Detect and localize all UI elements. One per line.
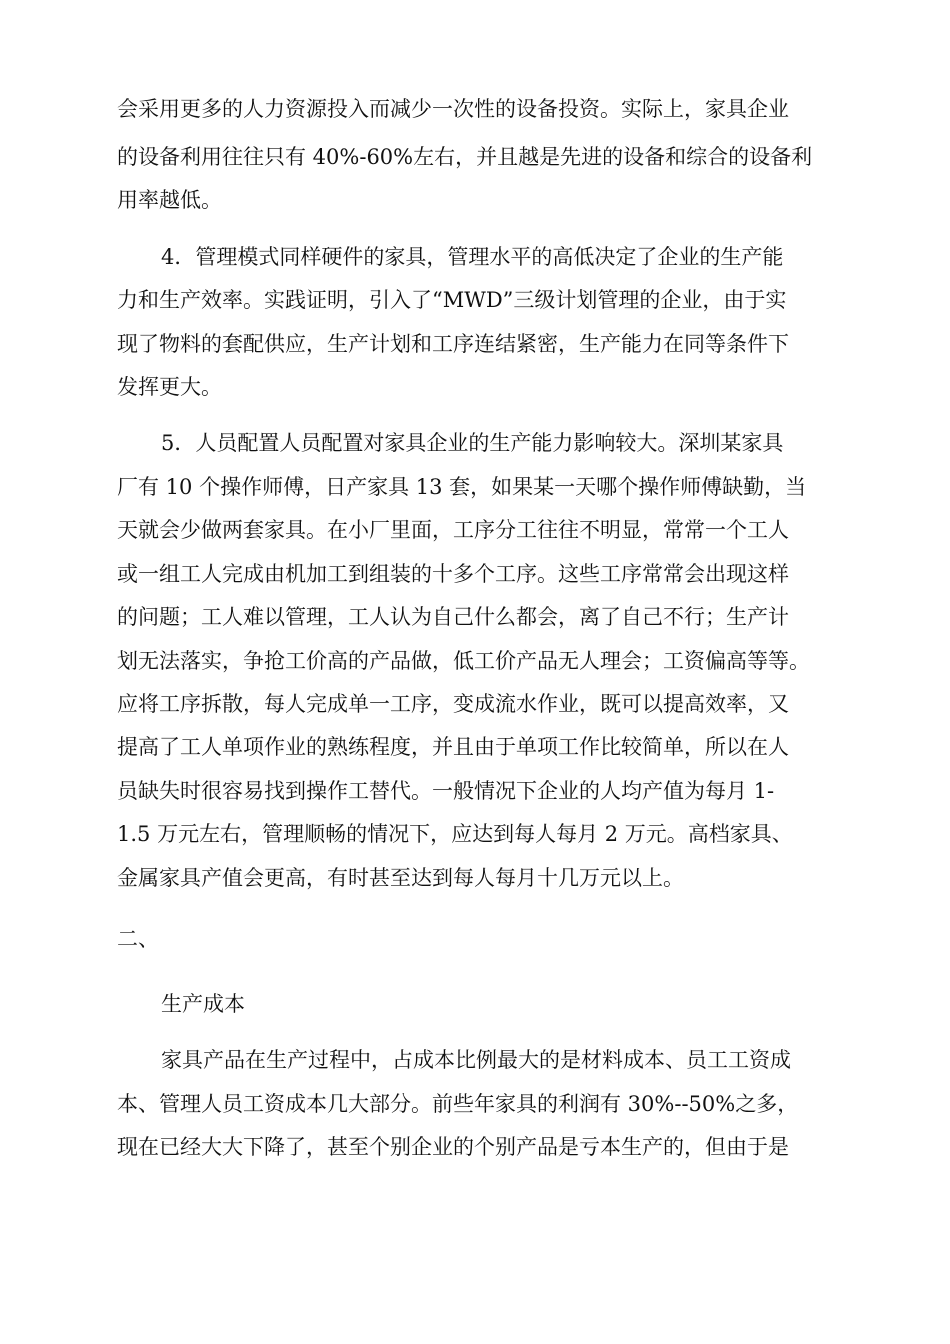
paragraph-line: 本、管理人员工资成本几大部分。前些年家具的利润有 30%--50%之多，: [117, 1092, 799, 1116]
paragraph-line: 划无法落实，争抢工价高的产品做，低工价产品无人理会；工资偏高等等。: [117, 649, 810, 673]
paragraph-line: 天就会少做两套家具。在小厂里面，工序分工往往不明显，常常一个工人: [117, 518, 789, 542]
paragraph-line: 应将工序拆散，每人完成单一工序，变成流水作业，既可以提高效率，又: [117, 692, 789, 716]
paragraph-line: 金属家具产值会更高，有时甚至达到每人每月十几万元以上。: [117, 866, 684, 890]
section-heading: 生产成本: [161, 992, 245, 1016]
paragraph-line: 5．人员配置人员配置对家具企业的生产能力影响较大。深圳某家具: [161, 431, 784, 455]
paragraph-line: 力和生产效率。实践证明，引入了“MWD”三级计划管理的企业，由于实: [117, 288, 787, 312]
paragraph-line: 家具产品在生产过程中，占成本比例最大的是材料成本、员工工资成: [161, 1048, 791, 1072]
paragraph-line: 现了物料的套配供应，生产计划和工序连结紧密，生产能力在同等条件下: [117, 332, 789, 356]
paragraph-line: 用率越低。: [117, 188, 222, 212]
paragraph-line: 发挥更大。: [117, 375, 222, 399]
paragraph-line: 提高了工人单项作业的熟练程度，并且由于单项工作比较简单，所以在人: [117, 735, 789, 759]
paragraph-line: 厂有 10 个操作师傅，日产家具 13 套，如果某一天哪个操作师傅缺勤，当: [117, 475, 807, 499]
section-number: 二、: [117, 927, 159, 951]
paragraph-line: 员缺失时很容易找到操作工替代。一般情况下企业的人均产值为每月 1-: [117, 779, 775, 803]
paragraph-line: 或一组工人完成由机加工到组装的十多个工序。这些工序常常会出现这样: [117, 562, 789, 586]
paragraph-line: 会采用更多的人力资源投入而减少一次性的设备投资。实际上，家具企业: [117, 97, 789, 121]
paragraph-line: 1.5 万元左右，管理顺畅的情况下，应达到每人每月 2 万元。高档家具、: [117, 822, 793, 846]
paragraph-line: 的设备利用往往只有 40%-60%左右，并且越是先进的设备和综合的设备利: [117, 145, 813, 169]
paragraph-line: 4．管理模式同样硬件的家具，管理水平的高低决定了企业的生产能: [161, 245, 784, 269]
paragraph-line: 的问题；工人难以管理，工人认为自己什么都会，离了自己不行；生产计: [117, 605, 789, 629]
paragraph-line: 现在已经大大下降了，甚至个别企业的个别产品是亏本生产的，但由于是: [117, 1135, 789, 1159]
